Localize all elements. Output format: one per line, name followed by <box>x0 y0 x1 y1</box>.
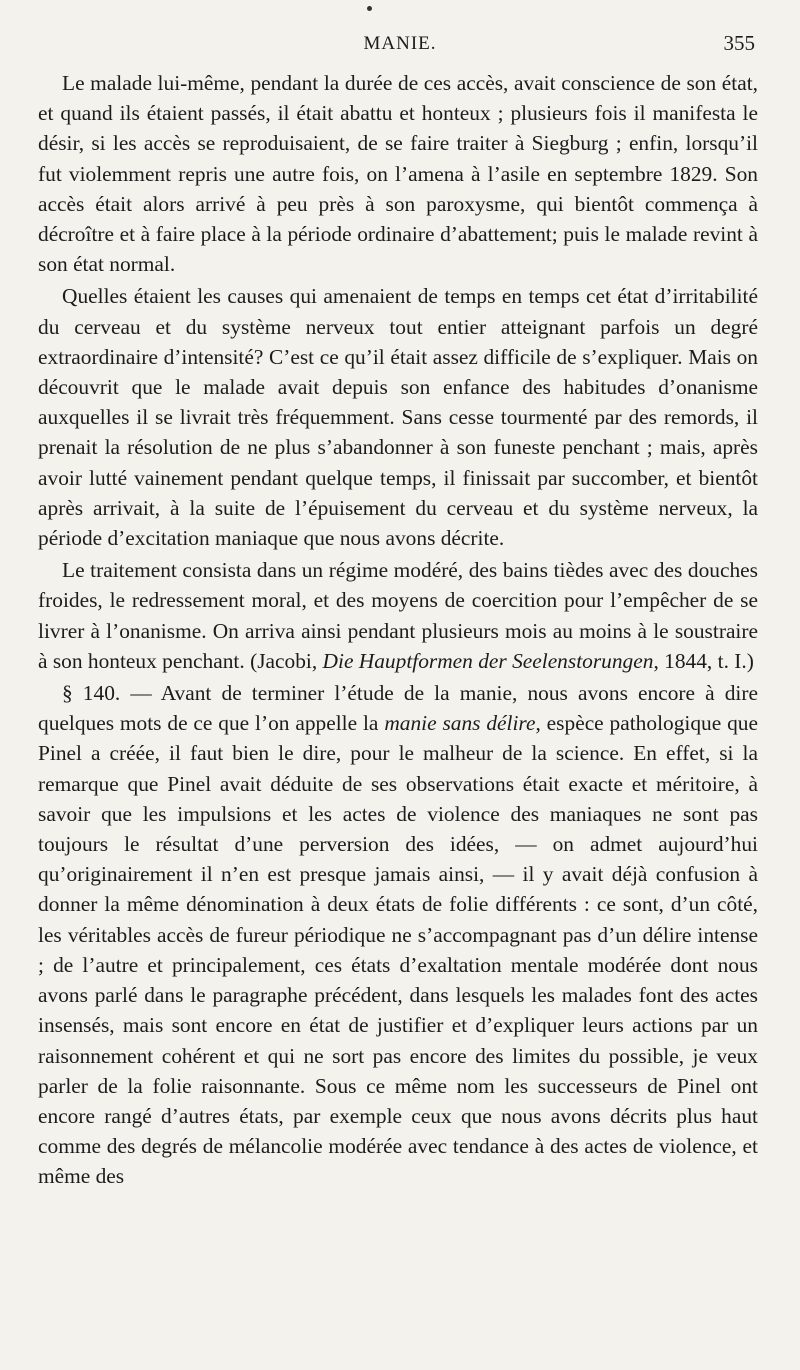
section-intro: § 140. — Avant de terminer l’étude de la manie, nous avons encore à dire quelques mots de ce que l’on appelle la <box>38 681 758 736</box>
page-number: 355 <box>723 31 755 55</box>
paragraph-3 <box>38 555 758 676</box>
paragraph-1: Le malade lui-même, pendant la durée de ces accès, avait conscience de son état, et quand ils étaient passés, il était abattu et honteux ; plusieurs fois il manifesta le désir, si les accès se reproduisaient, de se faire traiter à Siegburg ; enfin, lorsqu’il fut violemment repris une autre fois, on l’amena à l’asile en septembre 1829. Son accès était alors arrivé à peu près à son paroxysme, qui bientôt commença à décroître et à faire place à la période ordinaire d’abattement; puis le malade revint à son état normal. <box>38 71 758 277</box>
paragraph-4 <box>38 678 758 1191</box>
citation-end: , 1844, t. I.) <box>653 648 754 673</box>
ink-speck <box>367 6 372 11</box>
paragraph-4-text: , espèce pathologique que Pinel a créée, il faut bien le dire, pour le malheur de la science. En effet, si la remarque que Pinel avait déduite de ses observations était exacte et méritoire, à savoir que les impulsions et les actes de violence des maniaques ne sont pas toujours le résultat d’une perversion des idées, — on admet aujourd’hui qu’originairement il n’en est presque jamais ainsi, — il y avait déjà confusion à donner la même dénomination à deux états de folie différents : ce sont, d’un côté, les véritables accès de fureur périodique ne s’accompagnant pas d’un délire intense ; de l’autre et principalement, ces états d’exaltation mentale modérée dont nous avons parlé dans le paragraphe précédent, dans lesquels les malades font des actes insensés, mais sont encore en état de justifier et d’expliquer leurs actions par un raisonnement cohérent et qui ne sort pas encore des limites du possible, je veux parler de la folie raisonnante. Sous ce même nom les successeurs de Pinel ont encore rangé d’autres états, par exemple ceux que nous avons décrits plus haut comme des degrés de mélancolie modérée avec tendance à des actes de violence, et même des <box>38 711 758 1189</box>
term-manie-sans-delire: manie sans délire <box>384 711 536 736</box>
running-head: MANIE. <box>363 33 437 54</box>
paragraph-2: Quelles étaient les causes qui amenaient de temps en temps cet état d’irritabilité du cerveau et du système nerveux tout entier atteignant parfois un degré extraordinaire d’intensité? C’est ce qu’il était assez difficile de s’expliquer. Mais on découvrit que le malade avait depuis son enfance des habitudes d’onanisme auxquelles il se livrait très fréquemment. Sans cesse tourmenté par des remords, il prenait la résolution de ne plus s’abandonner à son funeste penchant ; mais, après avoir lutté vainement pendant quelque temps, il finissait par succomber, et bientôt après arrivait, à la suite de l’épuisement du cerveau et du système nerveux, la période d’excitation maniaque que nous avons décrite. <box>38 284 758 551</box>
body-text <box>38 68 758 1194</box>
citation-title: Die Hauptformen der Seelenstorungen <box>322 648 654 673</box>
paragraph-3-text: Le traitement consista dans un régime modéré, des bains tièdes avec des douches froides, le redressement moral, et des moyens de coercition pour l’empêcher de se livrer à l’onanisme. On arriva ainsi pendant plusieurs mois au moins à le soustraire à son honteux penchant. (Jacobi, <box>38 558 758 673</box>
